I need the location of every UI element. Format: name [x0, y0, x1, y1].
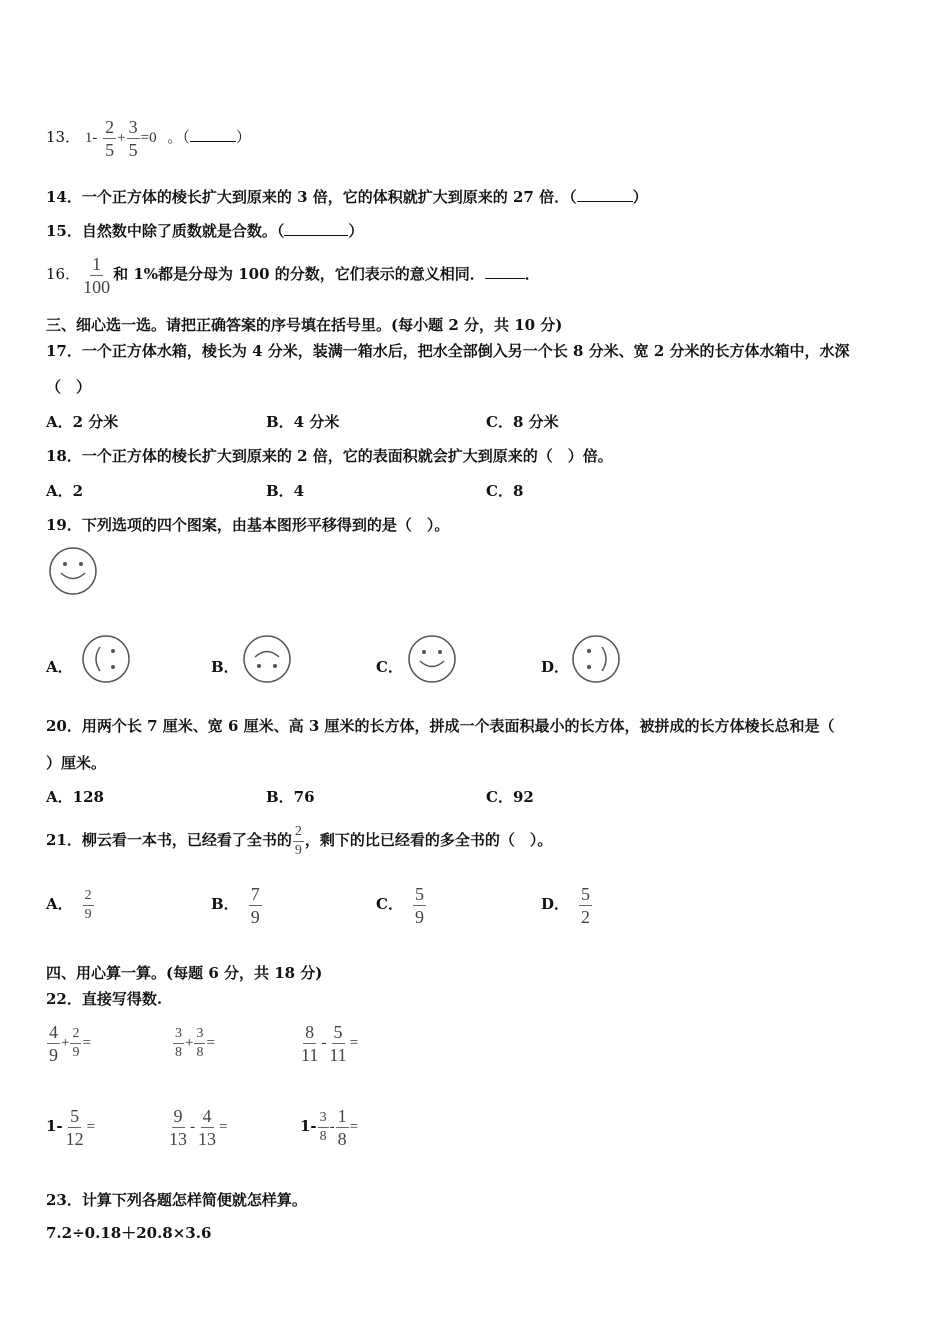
question-text: ，剩下的比已经看的多全书的（ ）。	[304, 831, 553, 849]
question-text: 21．柳云看一本书，已经看了全书的	[46, 831, 292, 849]
calculation-expression: 7.2÷0.18＋20.8×3.6	[46, 1224, 212, 1242]
option-a[interactable]: A．2	[46, 482, 84, 500]
option-d[interactable]: D． $\frac{5}{2}$	[541, 883, 591, 927]
question-number: 16．	[46, 265, 81, 283]
option-c[interactable]: C．92	[486, 788, 534, 806]
option-b[interactable]: B． $\frac{7}{9}$	[211, 883, 260, 927]
question-tail: ．	[524, 265, 540, 283]
option-b[interactable]: B．4 分米	[266, 413, 340, 431]
option-b[interactable]: B．4	[266, 482, 305, 500]
option-a[interactable]: A．2 分米	[46, 413, 119, 431]
question-17: 17．一个正方体水箱，棱长为 4 分米，装满一箱水后，把水全部倒入另一个长 8 分米、宽 2 分米的长方体水箱中，水深	[46, 342, 850, 360]
fraction: $\frac{4}{9}$	[49, 1021, 58, 1065]
expression-6: 1- $\frac{3}{8}$ - $\frac{1}{8}$ =	[300, 1105, 359, 1149]
fraction: $\frac{5}{12}$	[65, 1105, 84, 1149]
expression-5: $\frac{9}{13}$ - $\frac{4}{13}$ =	[169, 1105, 228, 1149]
fraction: $\frac{5}{11}$	[329, 1021, 347, 1065]
question-20: 20．用两个长 7 厘米、宽 6 厘米、高 3 厘米的长方体，拼成一个表面积最小的长方体，被拼成的长方体棱长总和是（	[46, 717, 835, 735]
fraction: $\frac{4}{13}$	[198, 1105, 216, 1149]
fraction: $\frac{1}{100}$	[83, 253, 111, 297]
answer-close: ）	[348, 222, 364, 240]
fraction: $\frac{9}{13}$	[169, 1105, 187, 1149]
question-23: 23．计算下列各题怎样简便就怎样算。	[46, 1191, 307, 1209]
option-a[interactable]: A．128	[46, 788, 104, 806]
smiley-face-icon	[48, 546, 98, 596]
question-number: 13．	[46, 128, 81, 146]
option-b[interactable]: B．	[211, 658, 239, 676]
expression-1: $\frac{4}{9}$ + $\frac{2}{9}$ =	[49, 1021, 91, 1065]
expression-2: $\frac{3}{8}$ + $\frac{3}{8}$ =	[175, 1025, 215, 1060]
fraction: $\frac{2}{9}$	[84, 887, 92, 922]
option-c[interactable]: C．8	[486, 482, 524, 500]
fraction: $\frac{5}{2}$	[581, 883, 591, 927]
rotated-smiley-right-icon[interactable]	[571, 634, 621, 684]
fraction: $\frac{7}{9}$	[250, 883, 260, 927]
upside-down-smiley-icon[interactable]	[242, 634, 292, 684]
option-c[interactable]: C．	[376, 658, 403, 676]
question-13	[46, 112, 251, 163]
fraction: $\frac{3}{5}$	[128, 116, 138, 160]
fraction: $\frac{2}{9}$	[294, 823, 302, 858]
option-c[interactable]: C． $\frac{5}{9}$	[376, 883, 424, 927]
equals-zero: =0	[140, 130, 157, 146]
question-16	[46, 252, 540, 296]
option-a[interactable]: A． $\frac{2}{9}$	[46, 887, 92, 922]
answer-close: ）	[235, 128, 251, 146]
fraction: $\frac{8}{11}$	[301, 1021, 319, 1065]
option-d[interactable]: D．	[541, 658, 570, 676]
answer-close: ）	[632, 188, 648, 206]
fraction: $\frac{2}{5}$	[105, 116, 115, 160]
question-15	[46, 220, 363, 241]
option-c[interactable]: C．8 分米	[486, 413, 559, 431]
question-text: 15．自然数中除了质数就是合数。（	[46, 222, 285, 240]
rotated-smiley-left-icon[interactable]	[81, 634, 131, 684]
fraction: $\frac{1}{8}$	[337, 1105, 347, 1149]
smiley-face-icon[interactable]	[407, 634, 457, 684]
question-text: 和 1%都是分母为 100 的分数，它们表示的意义相同．	[113, 265, 485, 283]
option-b[interactable]: B．76	[266, 788, 315, 806]
plus-sign: +	[117, 130, 126, 146]
section-title: 三、细心选一选。请把正确答案的序号填在括号里。(每小题 2 分，共 10 分)	[46, 316, 563, 334]
question-21	[46, 816, 552, 864]
option-a[interactable]: A．	[46, 658, 73, 676]
section-title: 四、用心算一算。(每题 6 分，共 18 分)	[46, 964, 323, 982]
answer-blank[interactable]	[577, 201, 633, 202]
answer-blank[interactable]	[284, 235, 348, 236]
question-18: 18．一个正方体的棱长扩大到原来的 2 倍，它的表面积就会扩大到原来的（ ）倍。	[46, 447, 613, 465]
expression-3: $\frac{8}{11}$ - $\frac{5}{11}$ =	[301, 1021, 359, 1065]
fraction: $\frac{5}{9}$	[414, 883, 424, 927]
question-20-cont: ）厘米。	[46, 754, 107, 772]
question-14	[46, 186, 648, 207]
fraction: $\frac{3}{8}$	[196, 1025, 204, 1060]
fraction: $\frac{2}{9}$	[72, 1025, 80, 1060]
fraction: $\frac{3}{8}$	[175, 1025, 182, 1060]
answer-open: 。（	[167, 128, 190, 146]
expression-4: 1- $\frac{5}{12}$ =	[46, 1105, 96, 1149]
question-22: 22．直接写得数.	[46, 990, 163, 1008]
question-17-cont: （ ）	[46, 378, 92, 396]
answer-blank[interactable]	[485, 278, 525, 279]
question-text: 14．一个正方体的棱长扩大到原来的 3 倍，它的体积就扩大到原来的 27 倍．（	[46, 188, 577, 206]
math-one: 1	[84, 130, 93, 146]
question-19: 19．下列选项的四个图案，由基本图形平移得到的是（ ）。	[46, 516, 450, 534]
minus-sign: -	[92, 130, 98, 146]
answer-blank[interactable]	[190, 141, 236, 142]
fraction: $\frac{3}{8}$	[319, 1109, 327, 1144]
